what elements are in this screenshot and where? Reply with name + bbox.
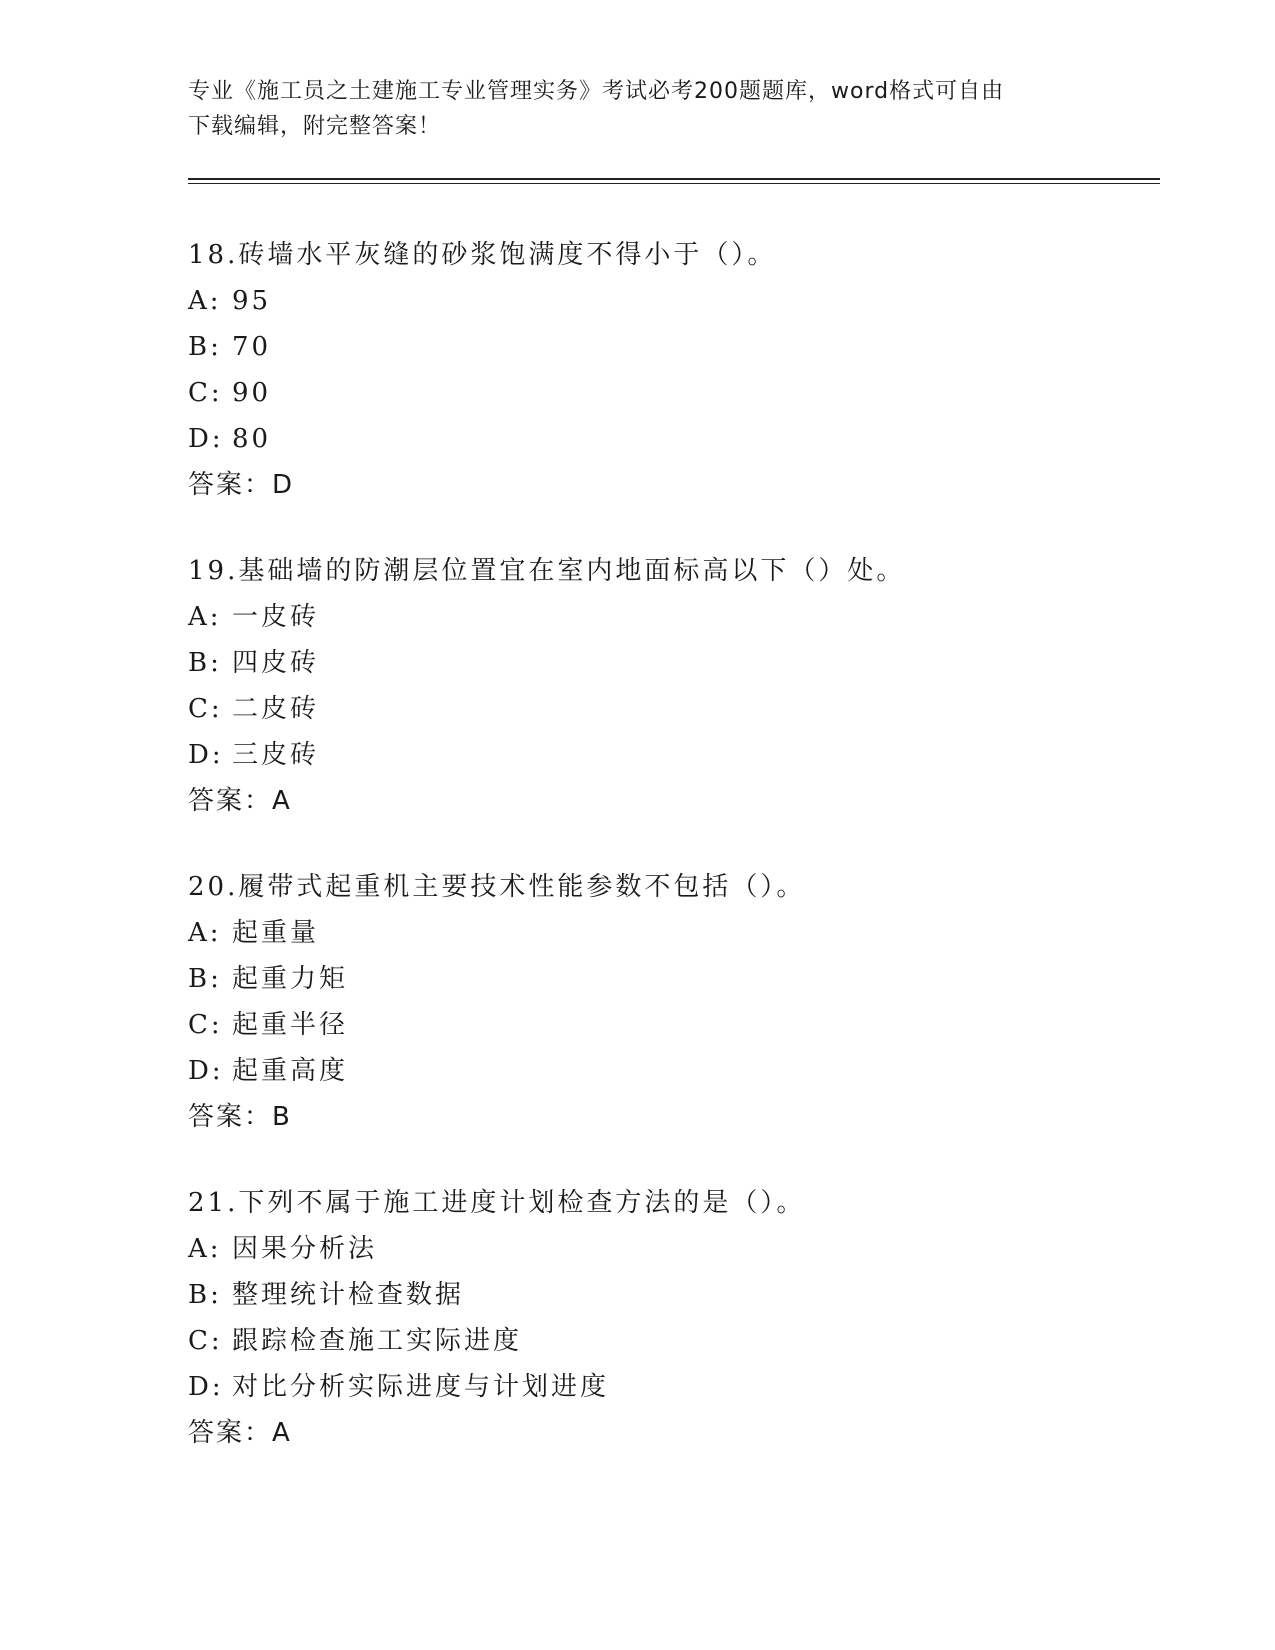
option-letter: D:: [188, 424, 224, 454]
question-18: [188, 232, 1160, 508]
option-text: 起重力矩: [232, 964, 349, 994]
option-text: 90: [232, 378, 272, 408]
header-divider-thin: [188, 183, 1160, 184]
option-letter: A:: [188, 602, 222, 632]
option-text: 一皮砖: [232, 602, 320, 632]
option-text: 整理统计检查数据: [232, 1280, 465, 1310]
answer-line: 答案：D: [188, 470, 295, 500]
option-letter: B:: [188, 964, 222, 994]
option-d: [188, 1364, 1160, 1410]
option-text: 三皮砖: [232, 740, 320, 770]
option-letter: B:: [188, 1280, 222, 1310]
option-letter: D:: [188, 1372, 224, 1402]
option-letter: A:: [188, 286, 222, 316]
option-a: [188, 278, 1160, 324]
answer-line: 答案：A: [188, 1418, 292, 1448]
option-text: 对比分析实际进度与计划进度: [232, 1372, 610, 1402]
header-title-line-2: 下载编辑，附完整答案！: [188, 114, 442, 139]
question-21: [188, 1180, 1160, 1456]
option-text: 95: [232, 286, 272, 316]
option-letter: C:: [188, 1010, 223, 1040]
option-letter: C:: [188, 378, 223, 408]
question-stem: 19.基础墙的防潮层位置宜在室内地面标高以下（）处。: [188, 556, 906, 586]
question-19: [188, 548, 1160, 824]
option-text: 二皮砖: [232, 694, 320, 724]
option-letter: B:: [188, 648, 222, 678]
option-letter: D:: [188, 740, 224, 770]
option-letter: A:: [188, 1234, 222, 1264]
option-d: [188, 732, 1160, 778]
option-text: 起重高度: [232, 1056, 349, 1086]
header-divider-thick: [188, 178, 1160, 180]
option-b: [188, 640, 1160, 686]
option-b: [188, 956, 1160, 1002]
option-a: [188, 594, 1160, 640]
option-text: 跟踪检查施工实际进度: [232, 1326, 523, 1356]
option-text: 因果分析法: [232, 1234, 378, 1264]
option-letter: C:: [188, 1326, 223, 1356]
document-header: [188, 74, 1068, 144]
question-stem: 21.下列不属于施工进度计划检查方法的是（）。: [188, 1188, 806, 1218]
option-letter: A:: [188, 918, 222, 948]
option-b: [188, 324, 1160, 370]
option-text: 起重量: [232, 918, 320, 948]
option-letter: B:: [188, 332, 222, 362]
option-c: [188, 370, 1160, 416]
answer-line: 答案：A: [188, 786, 292, 816]
header-title-line-1: 专业《施工员之土建施工专业管理实务》考试必考200题题库，word格式可自由: [188, 79, 1005, 104]
option-a: [188, 910, 1160, 956]
question-20: [188, 864, 1160, 1140]
option-letter: C:: [188, 694, 223, 724]
option-c: [188, 1318, 1160, 1364]
option-text: 起重半径: [232, 1010, 349, 1040]
option-a: [188, 1226, 1160, 1272]
question-stem: 20.履带式起重机主要技术性能参数不包括（）。: [188, 872, 806, 902]
option-c: [188, 1002, 1160, 1048]
option-text: 80: [232, 424, 272, 454]
option-letter: D:: [188, 1056, 224, 1086]
option-d: [188, 416, 1160, 462]
answer-line: 答案：B: [188, 1102, 292, 1132]
option-text: 四皮砖: [232, 648, 320, 678]
option-c: [188, 686, 1160, 732]
option-text: 70: [232, 332, 272, 362]
option-d: [188, 1048, 1160, 1094]
question-stem: 18.砖墙水平灰缝的砂浆饱满度不得小于（）。: [188, 240, 777, 270]
option-b: [188, 1272, 1160, 1318]
